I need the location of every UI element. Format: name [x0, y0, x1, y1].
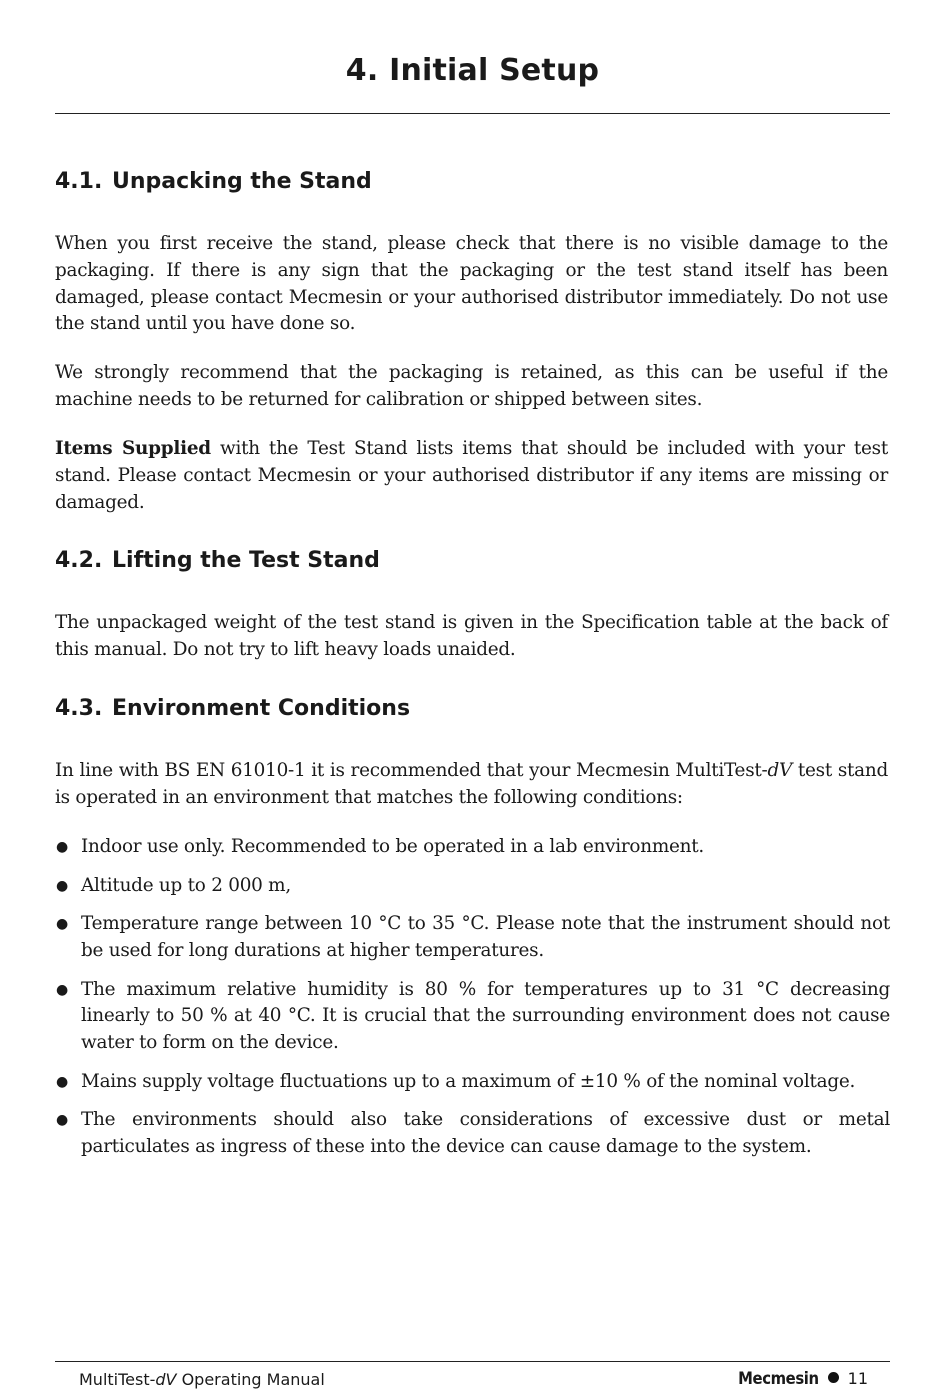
- list-item: [55, 977, 890, 1057]
- page-title: 4. Initial Setup: [345, 53, 600, 88]
- intro-model-italic: dV: [767, 760, 793, 781]
- bullet-icon: ●: [56, 1112, 68, 1129]
- footer-brand-page: [738, 1368, 868, 1390]
- paragraph-unpacking-check: When you first receive the stand, please check that there is no visible damage to the packaging. If there is any sign that the packaging or the test stand itself has been damaged, please contact Mecmesin or your authorised distributor immediately. Do not use the stand until you have done so.: [55, 233, 888, 335]
- paragraph-items-supplied: [55, 436, 888, 516]
- list-item-text: Mains supply voltage fluctuations up to a maximum of ±10 % of the nominal voltage.: [81, 1070, 856, 1092]
- section-number: 4.3.: [55, 696, 103, 721]
- section-title: Environment Conditions: [112, 696, 411, 721]
- list-item: [55, 1069, 890, 1096]
- footer-rule: [55, 1361, 890, 1362]
- intro-before: In line with BS EN 61010-1 it is recommended that your Mecmesin MultiTest-: [55, 760, 768, 781]
- list-item-text: Temperature range between 10 °C to 35 °C. Please note that the instrument should not be used for long durations at higher temperatures.: [81, 913, 890, 961]
- footer-manual-title: MultiTest-dV Operating Manual: [79, 1370, 325, 1389]
- list-item: [55, 834, 890, 861]
- list-item: [55, 911, 890, 965]
- items-supplied-rest: with the Test Stand lists items that should be included with your test stand. Please contact Mecmesin or your authorised distributor if any items are missing or damaged.: [55, 438, 888, 513]
- bullet-icon: ●: [56, 1073, 68, 1090]
- section-title: Lifting the Test Stand: [112, 548, 380, 573]
- paragraph-lifting: The unpackaged weight of the test stand is given in the Specification table at the back of this manual. Do not try to lift heavy loads unaided.: [55, 612, 888, 660]
- section-title: Unpacking the Stand: [112, 169, 372, 194]
- bullet-icon: ●: [56, 916, 68, 933]
- list-item-text: Altitude up to 2 000 m,: [81, 874, 291, 896]
- list-item-text: Indoor use only. Recommended to be operated in a lab environment.: [81, 836, 704, 857]
- brand-logo-text: Mecmesin: [738, 1369, 819, 1388]
- list-item-text: The environments should also take considerations of excessive dust or metal particulates as ingress of these into the device can cause damage to the system.: [81, 1109, 890, 1158]
- section-heading-4-1: [55, 168, 372, 196]
- section-heading-4-3: [55, 695, 410, 723]
- list-item-text: The maximum relative humidity is 80 % for temperatures up to 31 °C decreasing linearly to 50 % at 40 °C. It is crucial that the surrounding environment does not cause water to form on the device.: [81, 978, 890, 1054]
- items-supplied-link-text: Items Supplied: [55, 438, 211, 459]
- section-number: 4.1.: [55, 169, 103, 194]
- section-number: 4.2.: [55, 548, 103, 573]
- list-item: [55, 1107, 890, 1161]
- page-number: 11: [847, 1369, 868, 1388]
- bullet-icon: ●: [56, 839, 68, 855]
- bullet-icon: ●: [56, 877, 68, 894]
- section-heading-4-2: [55, 547, 380, 575]
- paragraph-environment-intro: [55, 758, 888, 812]
- bullet-icon: ●: [56, 981, 68, 998]
- intro-after: test stand is operated in an environment that matches the following conditions:: [55, 760, 888, 808]
- header-rule: [55, 113, 890, 114]
- list-item: [55, 873, 890, 900]
- environment-conditions-list: [55, 834, 890, 1173]
- separator-dot-icon: [828, 1372, 839, 1383]
- paragraph-packaging-retain: We strongly recommend that the packaging is retained, as this can be useful if the machine needs to be returned for calibration or shipped between sites.: [55, 362, 888, 410]
